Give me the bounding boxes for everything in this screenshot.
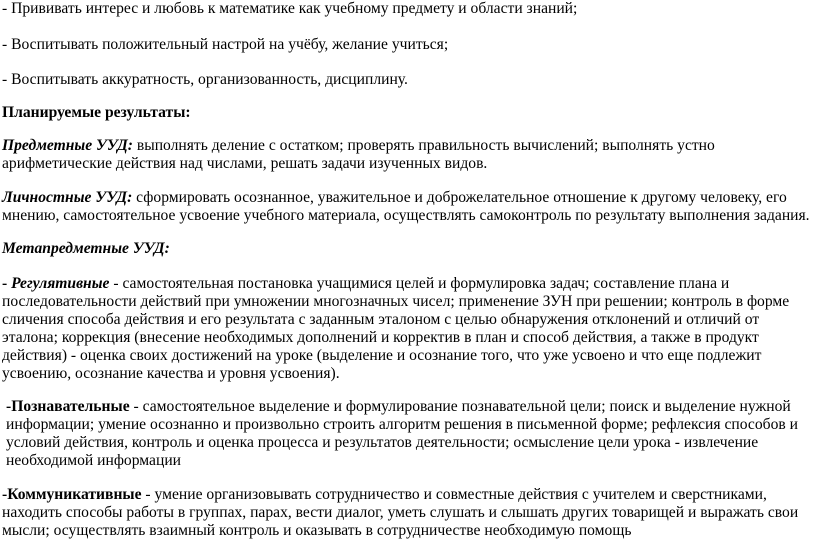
subject-uud-paragraph [2, 137, 814, 173]
personal-uud-label: Личностные УУД: [2, 189, 133, 206]
personal-uud-text: сформировать осознанное, уважительное и доброжелательное отношение к другому человеку, его мнению, самостоятельное усвоение учебного материала, осуществлять самоконтроль по результату выполнения задания. [2, 189, 810, 224]
meta-uud-heading: Метапредметные УУД: [2, 240, 170, 257]
goal-interest: - Прививать интерес и любовь к математике как учебному предмету и области знаний; [2, 0, 578, 17]
regulatory-label: Регулятивные [11, 275, 110, 292]
communicative-label: -Коммуникативные [2, 486, 142, 503]
cognitive-text: - самостоятельное выделение и формулирование познавательной цели; поиск и выделение нужной информации; умение осознанно и произвольно строить алгоритм решения в письменной форме; рефлексия способов и условий действия, контроль и оценка процесса и результатов деятельности; осмысление цели урока - извлечение необходимой информации [6, 398, 798, 469]
planned-results-heading: Планируемые результаты: [2, 104, 191, 121]
subject-uud-label: Предметные УУД: [2, 137, 133, 154]
cognitive-paragraph [2, 398, 816, 470]
communicative-text: - умение организовывать сотрудничество и совместные действия с учителем и сверстниками, находить способы работы в группах, парах, вести диалог, уметь слушать и слышать других товарищей и выражать свои мысли; осуществлять взаимный контроль и оказывать в сотрудничестве необходимую помощь [2, 486, 799, 539]
communicative-paragraph [2, 486, 814, 540]
regulatory-text: - самостоятельная постановка учащимися целей и формулировка задач; составление плана и последовательности действий при умножении многозначных чисел; применение ЗУН при решении; контроль в форме сличения способа действия и его результата с заданным эталоном с целью обнаружения отклонений и отличий от эталона; коррекция (внесение необходимых дополнений и корректив в план и способ действия, а также в продукт действия) - оценка своих достижений на уроке (выделение и осознание того, что уже усвоено и что еще подлежит усвоению, осознание качества и уровня усвоения). [2, 275, 790, 382]
subject-uud-text: выполнять деление с остатком; проверять правильность вычислений; выполнять устно арифметические действия над числами, решать задачи изученных видов. [2, 137, 715, 172]
cognitive-label: -Познавательные [6, 398, 130, 415]
goal-discipline: - Воспитывать аккуратность, организованность, дисциплину. [2, 71, 408, 88]
regulatory-paragraph [2, 275, 814, 383]
goal-attitude: - Воспитывать положительный настрой на учёбу, желание учиться; [2, 36, 449, 53]
personal-uud-paragraph [2, 189, 814, 225]
regulatory-dash: - [2, 275, 12, 292]
